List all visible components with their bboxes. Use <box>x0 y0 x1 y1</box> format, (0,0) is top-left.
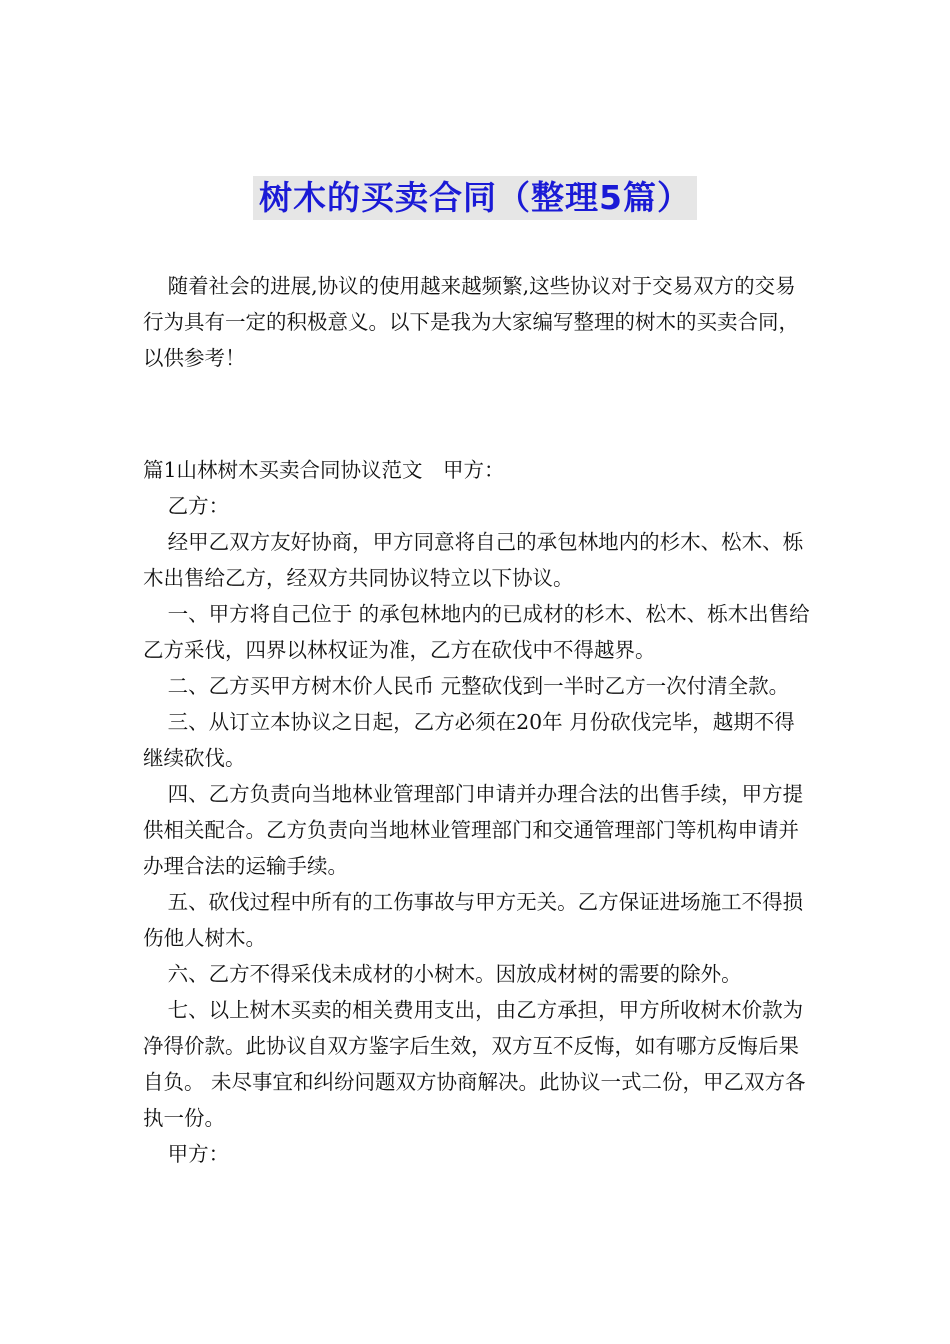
contract-paragraph: 三、从订立本协议之日起，乙方必须在20年 月份砍伐完毕，越期不得继续砍伐。 <box>143 710 795 770</box>
contract-paragraph: 四、乙方负责向当地林业管理部门申请并办理合法的出售手续，甲方提供相关配合。乙方负责向当地林业管理部门和交通管理部门等机构申请并办理合法的运输手续。 <box>143 782 804 878</box>
contract-section <box>143 452 811 1172</box>
contract-paragraph: 经甲乙双方友好协商，甲方同意将自己的承包林地内的杉木、松木、栎木出售给乙方，经双方共同协议特立以下协议。 <box>143 530 804 590</box>
section-heading: 篇1山林树木买卖合同协议范文 甲方： <box>143 458 505 482</box>
party-b-label: 乙方： <box>167 494 230 518</box>
contract-paragraph: 二、乙方买甲方树木价人民币 元整砍伐到一半时乙方一次付清全款。 <box>167 674 790 698</box>
title-wrap <box>0 176 950 220</box>
document-title: 树木的买卖合同（整理5篇） <box>253 176 697 220</box>
contract-paragraph: 七、以上树木买卖的相关费用支出，由乙方承担，甲方所收树木价款为净得价款。此协议自双方鉴字后生效，双方互不反悔，如有哪方反悔后果自负。 未尽事宜和纠纷问题双方协商解决。此协议一式二份，甲乙双方各执一份。 <box>143 998 806 1130</box>
contract-paragraph: 六、乙方不得采伐未成材的小树木。因放成材树的需要的除外。 <box>167 962 742 986</box>
intro-paragraph: 随着社会的进展,协议的使用越来越频繁,这些协议对于交易双方的交易行为具有一定的积极意义。以下是我为大家编写整理的树木的买卖合同，以供参考！ <box>143 274 799 370</box>
party-a-signature-label: 甲方： <box>167 1142 230 1166</box>
contract-paragraph: 一、甲方将自己位于 的承包林地内的已成材的杉木、松木、栎木出售给乙方采伐，四界以林权证为准，乙方在砍伐中不得越界。 <box>143 602 810 662</box>
intro-block <box>143 268 811 376</box>
contract-paragraph: 五、砍伐过程中所有的工伤事故与甲方无关。乙方保证进场施工不得损伤他人树木。 <box>143 890 804 950</box>
